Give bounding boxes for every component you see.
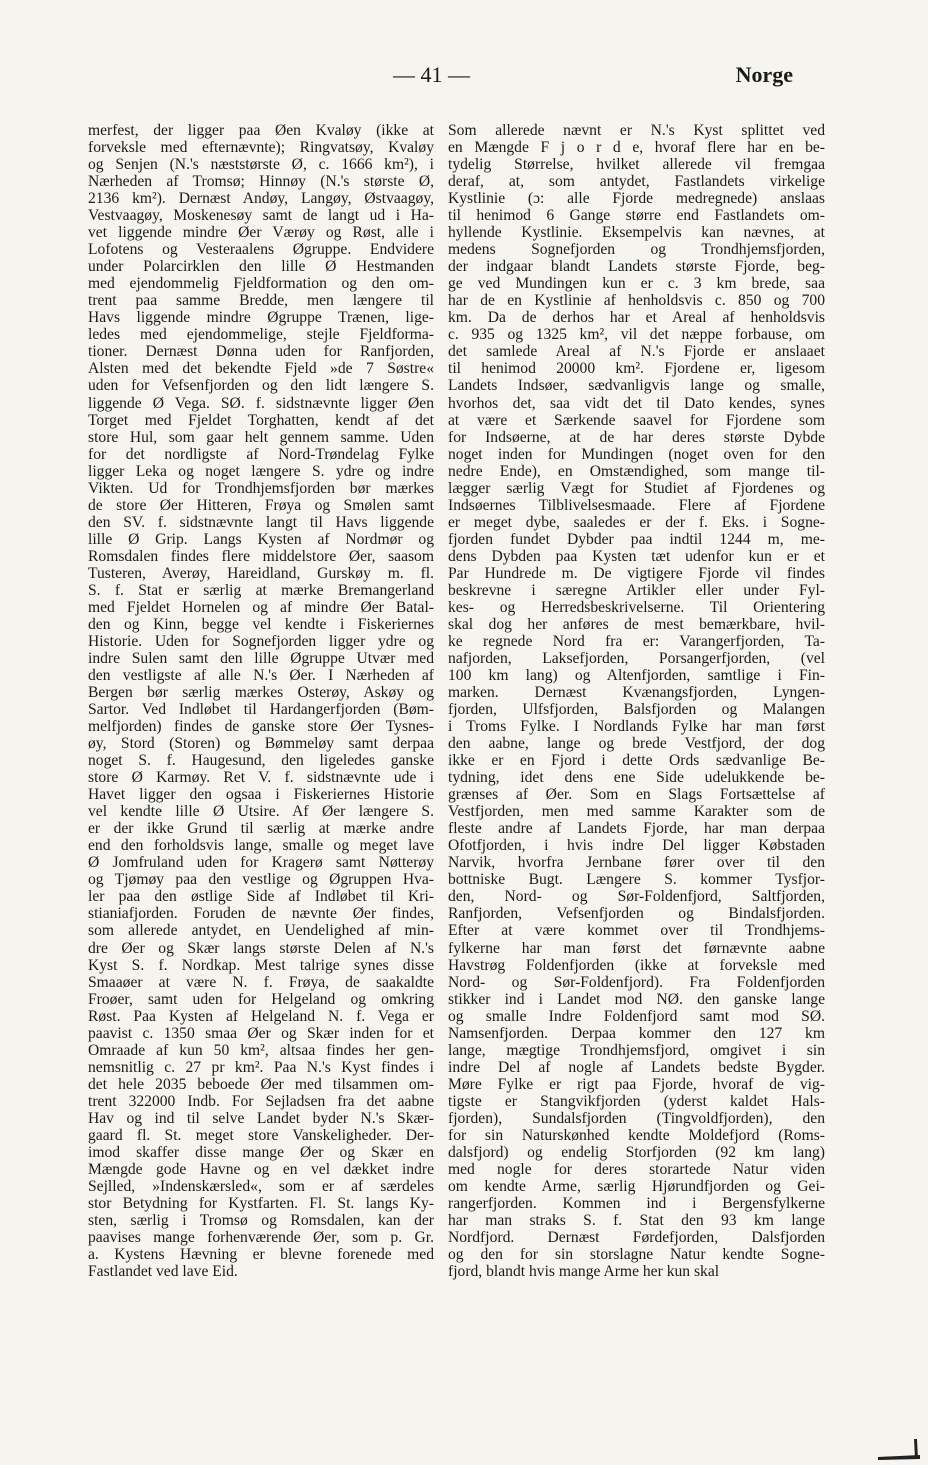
text-line: har de en Kystlinie af henholdsvis c. 850 og 700 — [448, 292, 825, 310]
text-line: Vestvaagøy, Moskenesøy samt de langt ud i Ha- — [88, 207, 434, 225]
text-line: Nærheden af Tromsø; Hinnøy (N.'s største Ø, — [88, 173, 434, 191]
text-line: tydelig Størrelse, hvilket allerede vil fremgaa — [448, 156, 825, 174]
text-line: ler paa den østlige Side af Indløbet til Kri- — [88, 888, 434, 906]
text-line: melfjorden) findes de ganske store Øer Tysnes- — [88, 718, 434, 736]
text-line: stor Betydning for Kystfarten. Fl. St. langs Ky- — [88, 1194, 434, 1212]
text-line: paavises mange forhenværende Øer, som p. Gr. — [88, 1229, 434, 1247]
text-line: Havstrøg Foldenfjorden (ikke at forveksle med — [448, 956, 825, 974]
text-line: beskrevne i særegne Artikler eller under Fyl- — [448, 581, 825, 599]
text-line: 100 km lang) og Altenfjorden, samtlige i Fin- — [448, 667, 825, 684]
text-line: tydning, idet dens ene Side udelukkende be- — [448, 769, 825, 787]
text-line: der indgaar blandt Landets største Fjorde, beg- — [448, 258, 825, 276]
text-line: Froøer, samt uden for Helgeland og omkring — [88, 990, 434, 1008]
text-line: end den forholdsvis lange, smalle og meget lave — [88, 837, 434, 855]
text-line: Tusteren, Averøy, Hareidland, Gurskøy m. fl. — [88, 564, 434, 582]
text-line: er der ikke Grund til særlig at mærke andre — [88, 820, 434, 838]
text-line: ikke er en Fjord i dette Ords sædvanlige Be- — [448, 752, 825, 770]
text-line: noget inden for Mundingen (noget oven for den — [448, 445, 825, 463]
text-line: noget S. f. Haugesund, den ligeledes ganske — [88, 752, 434, 770]
text-line: Namsenfjorden. Derpaa kommer den 127 km — [448, 1024, 825, 1042]
text-line: det hele 2035 beboede Øer med tilsammen om- — [88, 1075, 434, 1093]
text-line: ligger Leka og noget længere S. ydre og indre — [88, 462, 434, 480]
text-line: marken. Dernæst Kvænangsfjorden, Lyngen- — [448, 684, 825, 702]
text-line: hyllende Kystlinie. Eksempelvis kan nævnes, at — [448, 224, 825, 242]
text-line: og smalle Indre Foldenfjord samt mod SØ. — [448, 1007, 825, 1025]
text-line: forveksle med efternævnte); Ringvatsøy, Kvaløy — [88, 139, 434, 157]
page-header — [88, 62, 793, 92]
text-line: Alsten med det bekendte Fjeld »de 7 Søstre« — [88, 360, 434, 378]
text-line: vet liggende mindre Øer Værøy og Røst, alle i — [88, 224, 434, 242]
text-line: store Hul, som gaar helt gennem samme. Uden — [88, 428, 434, 446]
text-line: Lofotens og Vesteraalens Øgruppe. Endvidere — [88, 241, 434, 259]
text-line: Som allerede nævnt er N.'s Kyst splittet ved — [448, 122, 825, 139]
text-line: Romsdalen findes flere middelstore Øer, saasom — [88, 547, 434, 565]
text-line: ge ved Mundingen kun er c. 3 km brede, saa — [448, 275, 825, 293]
text-line: de store Øer Hitteren, Frøya og Smølen samt — [88, 496, 434, 514]
text-line: merfest, der ligger paa Øen Kvaløy (ikke at — [88, 122, 434, 139]
text-line: Historie. Uden for Sognefjorden ligger ydre og — [88, 632, 434, 650]
text-line: for Indsøerne, at de har deres største Dybde — [448, 428, 825, 446]
text-line: Ranfjorden, Vefsenfjorden og Bindalsfjorden. — [448, 905, 825, 923]
text-line: er meget dybe, saaledes er der f. Eks. i Sogne- — [448, 513, 825, 531]
text-line: S. f. Stat er særlig at mærke Bremangerland — [88, 581, 434, 599]
text-line: fleste andre af Landets Fjorde, har man derpaa — [448, 820, 825, 838]
text-line: liggende Ø Vega. SØ. f. sidstnævnte ligger Øen — [88, 394, 434, 412]
text-line: tioner. Dernæst Dønna uden for Ranfjorden, — [88, 343, 434, 361]
text-line: har man straks S. f. Stat den 93 km lange — [448, 1212, 825, 1229]
text-line: Røst. Paa Kysten af Helgeland N. f. Vega er — [88, 1007, 434, 1025]
text-line: Ofotfjorden, i hvis indre Del ligger Købstaden — [448, 837, 825, 855]
text-line: stikker ind i Landet mod NØ. den ganske lange — [448, 990, 825, 1008]
text-line: 2136 km²). Dernæst Andøy, Langøy, Østvaagøy, — [88, 190, 434, 208]
text-line: fylkerne har man først det førnævnte aabne — [448, 939, 825, 957]
text-line: Vestfjorden, men med samme Karakter som de — [448, 803, 825, 821]
text-line: Ø Jomfruland uden for Kragerø samt Nøtterøy — [88, 854, 434, 872]
text-line: og Tjømøy paa den vestlige og Øgruppen Hva- — [88, 871, 434, 889]
text-line: indre Del af nogle af Landets bedste Bygder. — [448, 1058, 825, 1076]
text-line: bottniske Bugt. Længere S. kommer Tysfjor- — [448, 871, 825, 889]
text-line: vel kendte lille Ø Utsire. Af Øer længere S. — [88, 803, 434, 821]
text-line: Nord- og Sør-Foldenfjord). Fra Foldenfjorden — [448, 973, 825, 991]
text-line: Bergen bør særlig mærkes Osterøy, Askøy og — [88, 684, 434, 702]
text-line: Landets Indsøer, sædvanligvis lange og smalle, — [448, 377, 825, 395]
text-line: den aabne, lange og brede Vestfjord, der dog — [448, 735, 825, 753]
text-line: uden for Vefsenfjorden og den lidt længere S. — [88, 377, 434, 395]
scan-mark-icon — [858, 1425, 928, 1465]
text-line: medens Sognefjorden og Trondhjemsfjorden, — [448, 241, 825, 259]
text-line: Indsøernes Tilblivelsesmaade. Flere af Fjordene — [448, 496, 825, 514]
text-line: Kystlinie (ɔ: alle Fjorde medregnede) anslaas — [448, 190, 825, 208]
text-line: Fastlandet ved lave Eid. — [88, 1263, 238, 1281]
text-line: imod skaffer disse mange Øer og Skær en — [88, 1143, 434, 1161]
text-line: Par Hundrede m. De vigtigere Fjorde vil findes — [448, 564, 825, 582]
text-line: Torget med Fjeldet Torghatten, kendt af det — [88, 411, 434, 429]
text-line: nemsnitlig c. 27 pr km². Paa N.'s Kyst findes i — [88, 1058, 434, 1076]
running-head: Norge — [735, 62, 793, 87]
text-line: deraf, at, som antydet, Fastlandets virkelige — [448, 173, 825, 191]
text-line: den og Kinn, begge vel kendte i Fiskeriernes — [88, 615, 434, 633]
text-line: Vikten. Ud for Trondhjemsfjorden bør mærkes — [88, 479, 434, 497]
text-line: nafjorden, Laksefjorden, Porsangerfjorden, (vel — [448, 649, 825, 667]
text-line: Havet ligger den ogsaa i Fiskeriernes Historie — [88, 786, 434, 804]
text-line: Havs liggende mindre Øgruppe Trænen, lige- — [88, 309, 434, 327]
text-line: lægger særlig Vægt for Studiet af Fjordenes og — [448, 479, 825, 497]
text-line: nedre Ende), en Omstændighed, som mange til- — [448, 462, 825, 480]
page-number: — 41 — — [393, 62, 470, 87]
text-line: kes- og Herredsbeskrivelserne. Til Orientering — [448, 598, 825, 616]
text-line: c. 935 og 1325 km², vil det næppe forbause, om — [448, 326, 825, 344]
text-line: ledes med ejendommelige, stejle Fjeldforma- — [88, 326, 434, 344]
text-line: Smaaøer at være N. f. Frøya, de saakaldte — [88, 973, 434, 991]
text-line: store Ø Karmøy. Ret V. f. sidstnævnte ude i — [88, 769, 434, 787]
text-line: lange, mægtige Trondhjemsfjord, omgivet i sin — [448, 1041, 825, 1059]
text-line: som allerede antydet, en Uendelighed af min- — [88, 922, 434, 940]
text-line: i Troms Fylke. I Nordlands Fylke har man først — [448, 718, 825, 736]
text-line: Hav og ind til selve Landet byder N.'s Skær- — [88, 1109, 434, 1127]
text-line: skal dog her anføres de mest bemærkbare, hvil- — [448, 615, 825, 633]
text-line: om kendte Arme, særlig Hjørundfjorden og Gei- — [448, 1177, 825, 1195]
text-line: Sejlled, »Indenskærsled«, som er af særdeles — [88, 1177, 434, 1195]
text-line: med Fjeldet Hornelen og af mindre Øer Batal- — [88, 598, 434, 616]
text-line: trent 322000 Indb. For Sejladsen fra det aabne — [88, 1092, 434, 1110]
text-line: a. Kystens Hævning er blevne forenede med — [88, 1246, 434, 1264]
left-column — [88, 122, 434, 1280]
text-line: Mængde gode Havne og en vel dækket indre — [88, 1160, 434, 1178]
text-line: Nordfjord. Dernæst Førdefjorden, Dalsfjorden — [448, 1229, 825, 1247]
text-line: med ejendommelig Fjeldformation og den om- — [88, 275, 434, 293]
text-line: dens Dybden paa Kysten tæt udenfor kun er et — [448, 547, 825, 565]
text-line: fjorden), Sundalsfjorden (Tingvoldfjorden), den — [448, 1109, 825, 1127]
text-line: dalsfjord) og endelig Storfjorden (92 km lang) — [448, 1143, 825, 1161]
text-line: med nogle for deres storartede Natur viden — [448, 1160, 825, 1178]
text-line: gaard fl. St. meget store Vanskeligheder. Der- — [88, 1126, 434, 1144]
text-line: fjorden fundet Dybder paa indtil 1244 m, me- — [448, 530, 825, 548]
text-line: Kyst S. f. Nordkap. Mest talrige synes disse — [88, 956, 434, 974]
text-line: dre Øer og Skær langs største Delen af N.'s — [88, 939, 434, 957]
text-line: ke regnede Nord fra er: Varangerfjorden, Ta- — [448, 632, 825, 650]
text-line: hvorhos det, saa vidt det til Dato kendes, synes — [448, 394, 825, 412]
text-line: Sartor. Ved Indløbet til Hardangerfjorden (Bøm- — [88, 701, 434, 719]
text-line: øy, Stord (Storen) og Bømmeløy samt derpaa — [88, 735, 434, 753]
text-line: grænses af Øer. Som en Slags Fortsættelse af — [448, 786, 825, 804]
text-line: og Senjen (N.'s næststørste Ø, c. 1666 km²), i — [88, 156, 434, 174]
text-line: en Mængde F j o r d e, hvoraf flere har en be- — [448, 139, 825, 157]
text-line: det samlede Areal af N.'s Fjorde er anslaaet — [448, 343, 825, 361]
text-line: til henimod 20000 km². Fjordene er, ligesom — [448, 360, 825, 378]
right-column — [448, 122, 825, 1280]
text-line: sten, særlig i Tromsø og Romsdalen, kan der — [88, 1212, 434, 1229]
text-line: for sin Naturskønhed kendte Moldefjord (Roms- — [448, 1126, 825, 1144]
text-line: under Polarcirklen den lille Ø Hestmanden — [88, 258, 434, 276]
text-line: lille Ø Grip. Langs Kysten af Nordmør og — [88, 530, 434, 548]
text-line: fjorden, Ulfsfjorden, Balsfjorden og Malangen — [448, 701, 825, 719]
text-line: rangerfjorden. Kommen ind i Bergensfylkerne — [448, 1194, 825, 1212]
text-line: km. Da de derhos har et Areal af henholdsvis — [448, 309, 825, 327]
text-line: og den for sin storslagne Natur kendte Sogne- — [448, 1246, 825, 1264]
text-line: at være et Særkende saavel for Fjordene som — [448, 411, 825, 429]
text-line: tigste er Stangvikfjorden (yderst kaldet Hals- — [448, 1092, 825, 1110]
text-line: for det nordligste af Nord-Trøndelag Fylke — [88, 445, 434, 463]
text-line: Efter at være kommet over til Trondhjems- — [448, 922, 825, 940]
text-line: fjord, blandt hvis mange Arme her kun skal — [448, 1263, 720, 1281]
text-line: paavist c. 1350 smaa Øer og Skær inden for et — [88, 1024, 434, 1042]
text-line: indre Sulen samt den lille Øgruppe Utvær med — [88, 649, 434, 667]
text-line: den, Nord- og Sør-Foldenfjord, Saltfjorden, — [448, 888, 825, 906]
text-line: til henimod 6 Gange større end Fastlandets om- — [448, 207, 825, 225]
text-line: stianiafjorden. Foruden de nævnte Øer findes, — [88, 905, 434, 923]
text-line: trent paa samme Bredde, men længere til — [88, 292, 434, 310]
text-line: Omraade af kun 50 km², altsaa findes her gen- — [88, 1041, 434, 1059]
text-line: Møre Fylke er rigt paa Fjorde, hvoraf de vig- — [448, 1075, 825, 1093]
text-line: den vestligste af alle N.'s Øer. I Nærheden af — [88, 667, 434, 684]
text-line: den SV. f. sidstnævnte langt til Havs liggende — [88, 513, 434, 531]
text-line: Narvik, hvorfra Jernbane fører over til den — [448, 854, 825, 872]
